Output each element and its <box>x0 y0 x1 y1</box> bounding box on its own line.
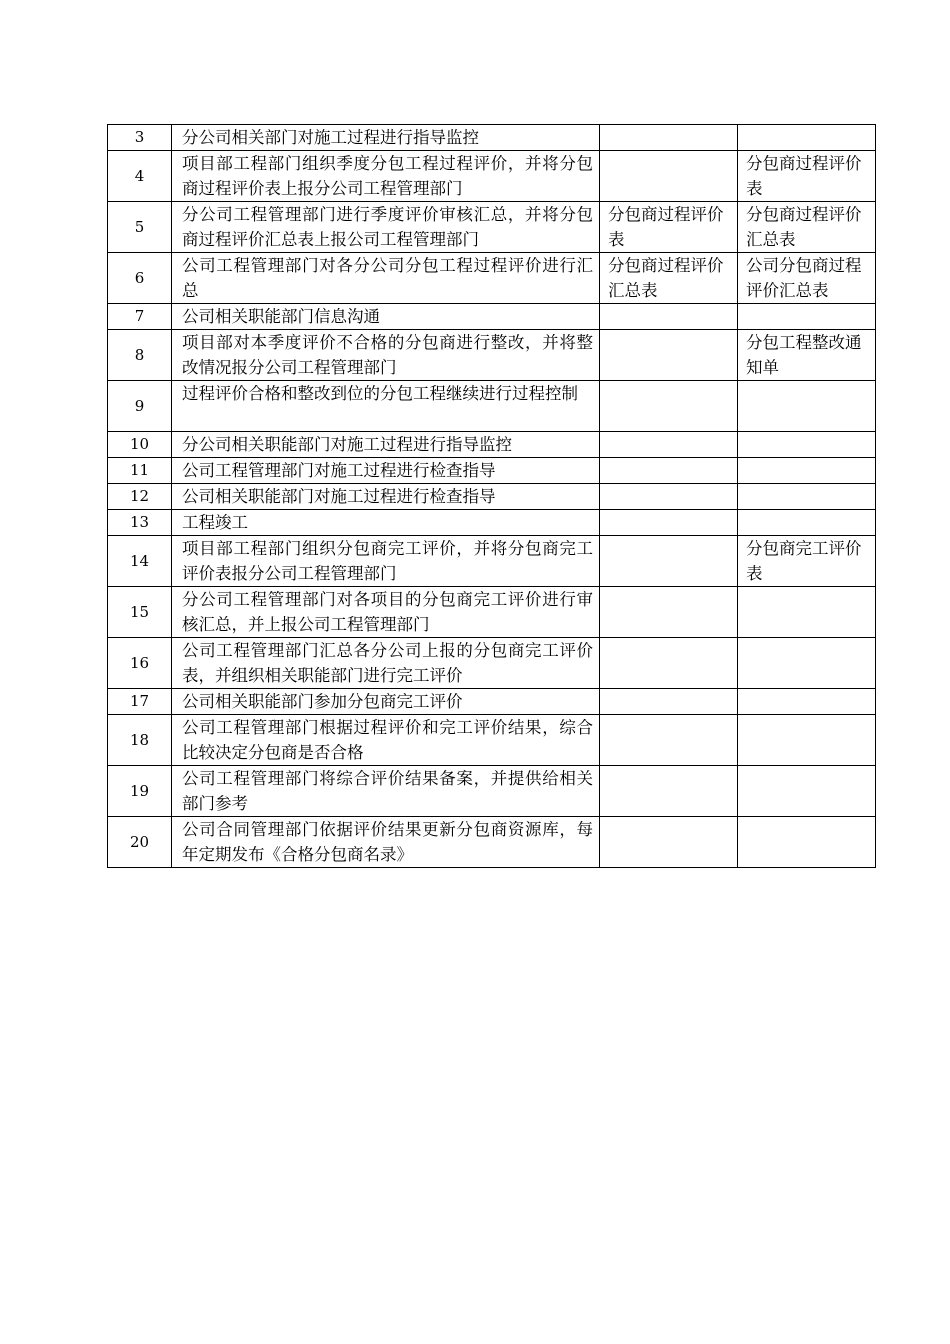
input-record: 分包商过程评价汇总表 <box>600 253 738 304</box>
step-description: 分公司相关职能部门对施工过程进行指导监控 <box>172 432 600 458</box>
step-description: 公司合同管理部门依据评价结果更新分包商资源库，每年定期发布《合格分包商名录》 <box>172 817 600 868</box>
step-description: 公司工程管理部门根据过程评价和完工评价结果，综合比较决定分包商是否合格 <box>172 715 600 766</box>
step-description: 公司工程管理部门汇总各分公司上报的分包商完工评价表，并组织相关职能部门进行完工评价 <box>172 638 600 689</box>
step-description: 过程评价合格和整改到位的分包工程继续进行过程控制 <box>172 381 600 432</box>
step-number: 14 <box>108 536 172 587</box>
step-number: 18 <box>108 715 172 766</box>
table-row <box>108 125 876 151</box>
input-record <box>600 458 738 484</box>
step-number: 12 <box>108 484 172 510</box>
output-record <box>738 638 876 689</box>
step-number: 4 <box>108 151 172 202</box>
input-record: 分包商过程评价表 <box>600 202 738 253</box>
step-number: 16 <box>108 638 172 689</box>
step-number: 5 <box>108 202 172 253</box>
step-description: 公司工程管理部门对施工过程进行检查指导 <box>172 458 600 484</box>
output-record <box>738 715 876 766</box>
output-record: 分包商完工评价表 <box>738 536 876 587</box>
procedure-table <box>107 124 876 868</box>
table-row <box>108 536 876 587</box>
table-row <box>108 587 876 638</box>
step-description: 公司工程管理部门对各分公司分包工程过程评价进行汇总 <box>172 253 600 304</box>
table-row <box>108 766 876 817</box>
step-description: 项目部对本季度评价不合格的分包商进行整改，并将整改情况报分公司工程管理部门 <box>172 330 600 381</box>
table-row <box>108 817 876 868</box>
output-record <box>738 484 876 510</box>
step-description: 公司相关职能部门参加分包商完工评价 <box>172 689 600 715</box>
input-record <box>600 689 738 715</box>
step-description: 公司相关职能部门对施工过程进行检查指导 <box>172 484 600 510</box>
input-record <box>600 304 738 330</box>
input-record <box>600 484 738 510</box>
input-record <box>600 151 738 202</box>
step-description: 公司相关职能部门信息沟通 <box>172 304 600 330</box>
input-record <box>600 432 738 458</box>
step-number: 11 <box>108 458 172 484</box>
input-record <box>600 125 738 151</box>
step-number: 6 <box>108 253 172 304</box>
table-row <box>108 381 876 432</box>
output-record <box>738 381 876 432</box>
table-row <box>108 304 876 330</box>
step-number: 10 <box>108 432 172 458</box>
step-number: 17 <box>108 689 172 715</box>
input-record <box>600 766 738 817</box>
input-record <box>600 715 738 766</box>
step-number: 7 <box>108 304 172 330</box>
table-row <box>108 689 876 715</box>
table-row <box>108 484 876 510</box>
step-description: 分公司工程管理部门进行季度评价审核汇总，并将分包商过程评价汇总表上报公司工程管理部门 <box>172 202 600 253</box>
step-number: 3 <box>108 125 172 151</box>
step-number: 9 <box>108 381 172 432</box>
step-number: 8 <box>108 330 172 381</box>
table-row <box>108 330 876 381</box>
output-record: 分包工程整改通知单 <box>738 330 876 381</box>
input-record <box>600 381 738 432</box>
output-record <box>738 304 876 330</box>
step-description: 分公司工程管理部门对各项目的分包商完工评价进行审核汇总，并上报公司工程管理部门 <box>172 587 600 638</box>
step-number: 19 <box>108 766 172 817</box>
table-row <box>108 638 876 689</box>
step-number: 20 <box>108 817 172 868</box>
input-record <box>600 510 738 536</box>
output-record <box>738 432 876 458</box>
step-description: 项目部工程部门组织季度分包工程过程评价，并将分包商过程评价表上报分公司工程管理部门 <box>172 151 600 202</box>
table-row <box>108 202 876 253</box>
output-record <box>738 125 876 151</box>
input-record <box>600 817 738 868</box>
input-record <box>600 536 738 587</box>
table-row <box>108 151 876 202</box>
output-record <box>738 817 876 868</box>
output-record <box>738 510 876 536</box>
input-record <box>600 638 738 689</box>
table-row <box>108 510 876 536</box>
step-description: 公司工程管理部门将综合评价结果备案，并提供给相关部门参考 <box>172 766 600 817</box>
output-record: 分包商过程评价汇总表 <box>738 202 876 253</box>
step-number: 15 <box>108 587 172 638</box>
step-number: 13 <box>108 510 172 536</box>
procedure-table-body <box>108 125 876 868</box>
output-record: 公司分包商过程评价汇总表 <box>738 253 876 304</box>
table-row <box>108 432 876 458</box>
input-record <box>600 330 738 381</box>
step-description: 工程竣工 <box>172 510 600 536</box>
output-record <box>738 689 876 715</box>
output-record <box>738 766 876 817</box>
input-record <box>600 587 738 638</box>
step-description: 分公司相关部门对施工过程进行指导监控 <box>172 125 600 151</box>
output-record <box>738 587 876 638</box>
table-row <box>108 458 876 484</box>
output-record: 分包商过程评价表 <box>738 151 876 202</box>
table-row <box>108 253 876 304</box>
table-row <box>108 715 876 766</box>
step-description: 项目部工程部门组织分包商完工评价，并将分包商完工评价表报分公司工程管理部门 <box>172 536 600 587</box>
output-record <box>738 458 876 484</box>
